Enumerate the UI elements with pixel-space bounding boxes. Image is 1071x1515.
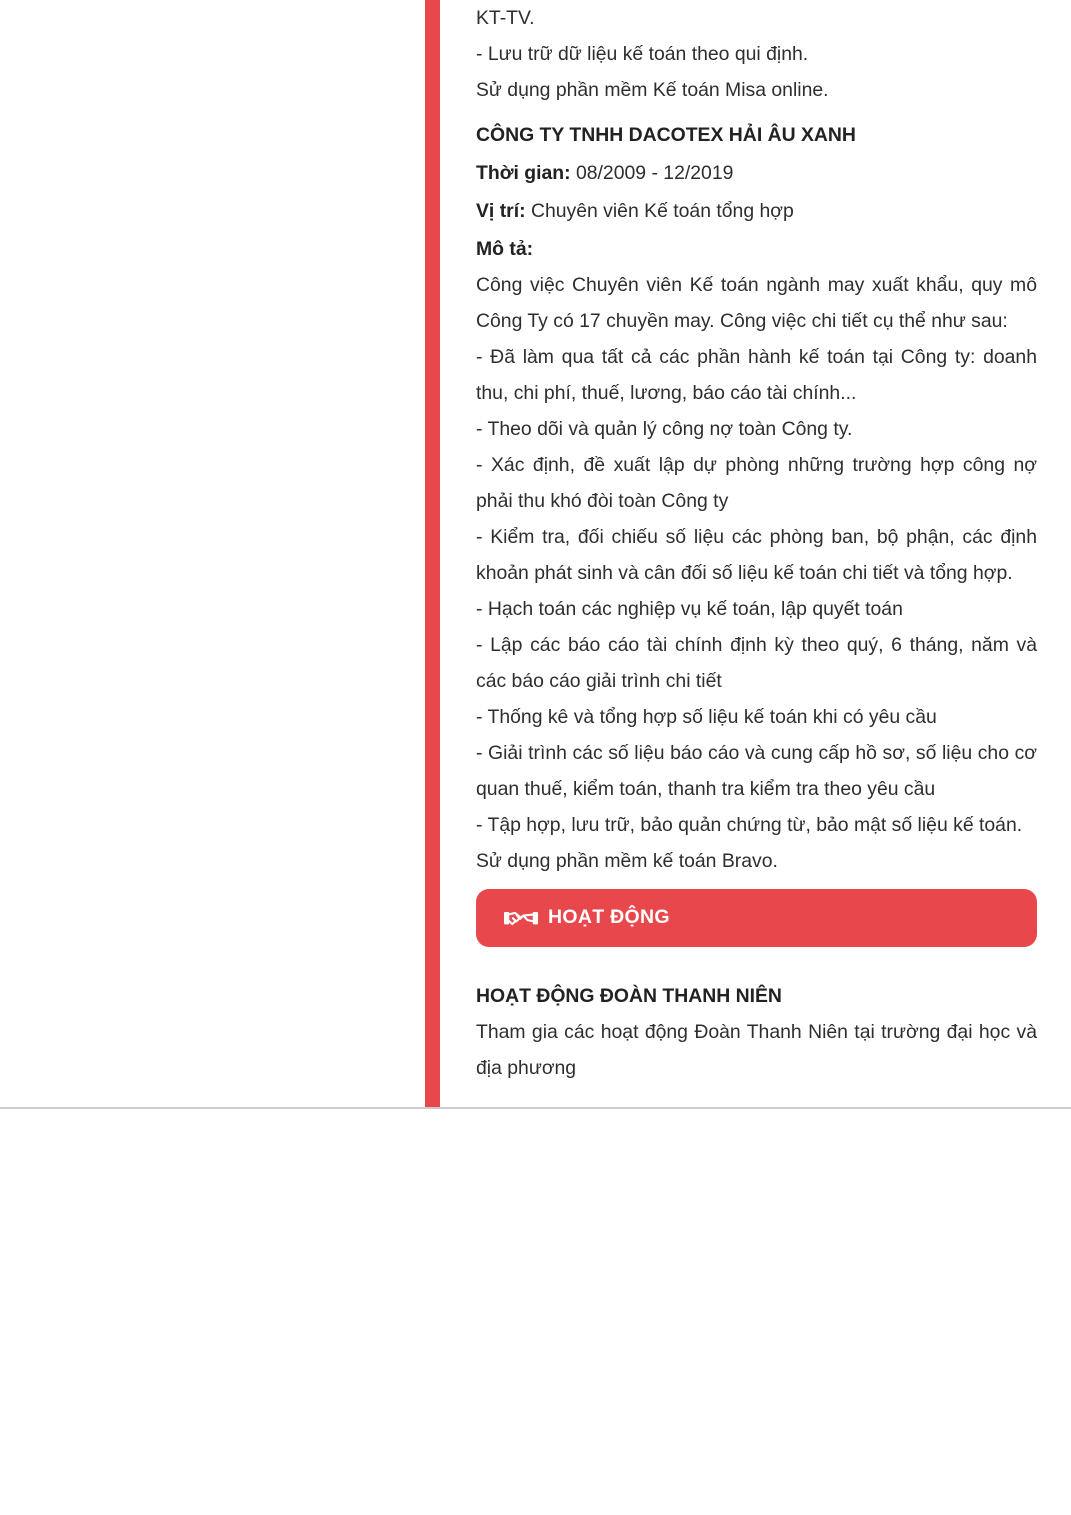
description-paragraph: - Thống kê và tổng hợp số liệu kế toán khi có yêu cầu xyxy=(476,706,937,728)
time-value: 08/2009 - 12/2019 xyxy=(575,162,734,184)
description-line: KT-TV. xyxy=(476,7,535,29)
description-label: Mô tả: xyxy=(476,238,534,260)
description-paragraph: Công việc Chuyên viên Kế toán ngành may xuất khẩu, quy mô Công Ty có 17 chuyền may. Công việc chi tiết cụ thể như sau: xyxy=(476,274,1037,332)
description-line: - Lưu trữ dữ liệu kế toán theo qui định. xyxy=(476,43,809,65)
time-label: Thời gian: xyxy=(476,162,571,184)
company-name: CÔNG TY TNHH DACOTEX HẢI ÂU XANH xyxy=(476,124,856,146)
description-paragraph: - Đã làm qua tất cả các phần hành kế toán tại Công ty: doanh thu, chi phí, thuế, lương, báo cáo tài chính... xyxy=(476,346,1037,404)
description-paragraph: - Kiểm tra, đối chiếu số liệu các phòng ban, bộ phận, các định khoản phát sinh và cân đối số liệu kế toán chi tiết và tổng hợp. xyxy=(476,526,1037,584)
position-label: Vị trí: xyxy=(476,200,526,222)
experience-description xyxy=(476,267,1037,879)
handshake-icon xyxy=(504,908,538,929)
position-value: Chuyên viên Kế toán tổng hợp xyxy=(530,200,794,222)
previous-job-description-tail xyxy=(476,0,1037,108)
description-paragraph: - Theo dõi và quản lý công nợ toàn Công ty. xyxy=(476,418,853,440)
description-line: Sử dụng phần mềm Kế toán Misa online. xyxy=(476,79,829,101)
blank-area xyxy=(0,1109,1071,1515)
description-paragraph: - Hạch toán các nghiệp vụ kế toán, lập quyết toán xyxy=(476,598,903,620)
activity-description: Tham gia các hoạt động Đoàn Thanh Niên tại trường đại học và địa phương xyxy=(476,1021,1037,1079)
accent-bar xyxy=(425,0,440,1108)
cv-content xyxy=(476,0,1037,1086)
experience-time xyxy=(476,155,1037,191)
description-paragraph: - Giải trình các số liệu báo cáo và cung cấp hồ sơ, số liệu cho cơ quan thuế, kiểm toán, thanh tra kiểm tra theo yêu cầu xyxy=(476,742,1037,800)
experience-position xyxy=(476,193,1037,229)
description-paragraph: Sử dụng phần mềm kế toán Bravo. xyxy=(476,850,778,872)
description-paragraph: - Xác định, đề xuất lập dự phòng những trường hợp công nợ phải thu khó đòi toàn Công ty xyxy=(476,454,1037,512)
activities-button-label: HOẠT ĐỘNG xyxy=(548,906,670,929)
activity-title: HOẠT ĐỘNG ĐOÀN THANH NIÊN xyxy=(476,985,782,1007)
description-paragraph: - Tập hợp, lưu trữ, bảo quản chứng từ, bảo mật số liệu kế toán. xyxy=(476,814,1023,836)
activities-section-button[interactable] xyxy=(476,889,1037,947)
description-paragraph: - Lập các báo cáo tài chính định kỳ theo quý, 6 tháng, năm và các báo cáo giải trình chi tiết xyxy=(476,634,1037,692)
